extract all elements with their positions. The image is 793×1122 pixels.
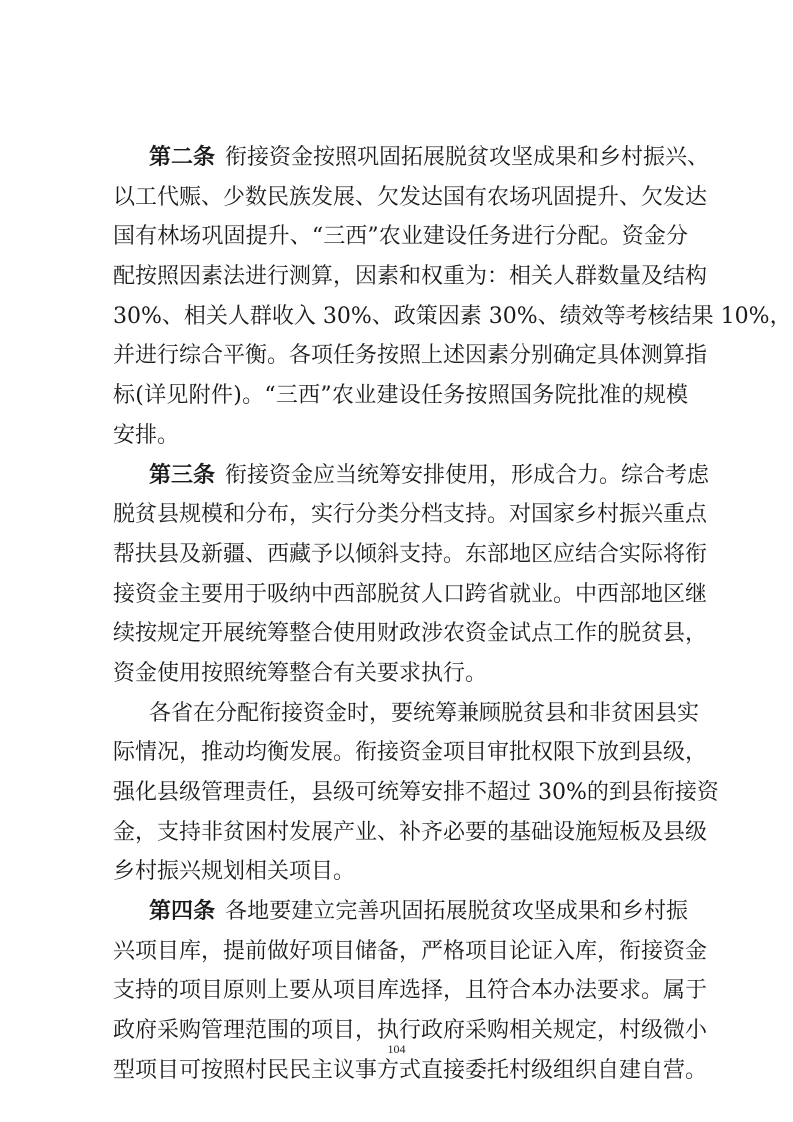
- article2-line-3: 国有林场巩固提升、“三西”农业建设任务进行分配。资金分: [113, 224, 688, 250]
- article4-line-1: [113, 892, 688, 932]
- provinces-line-5: 乡村振兴规划相关项目。: [113, 859, 356, 885]
- article4-heading: 第四条: [149, 899, 216, 925]
- article3-text-1: 衔接资金应当统筹安排使用，形成合力。综合考虑: [225, 462, 710, 488]
- article2-line-5: 30%、相关人群收入 30%、政策因素 30%、绩效等考核结果 10%，: [113, 303, 792, 329]
- article3-line-1: [113, 456, 710, 496]
- article4-line-2: 兴项目库，提前做好项目储备，严格项目论证入库，衔接资金: [113, 938, 708, 964]
- article4-text-1: 各地要建立完善巩固拓展脱贫攻坚成果和乡村振: [225, 899, 688, 925]
- article2-heading: 第二条: [149, 145, 216, 170]
- provinces-line-4: 金，支持非贫困村发展产业、补齐必要的基础设施短板及县级: [113, 819, 708, 845]
- article2-line-2: 以工代赈、少数民族发展、欠发达国有农场巩固提升、欠发达: [113, 184, 708, 210]
- provinces-line-2: 际情况，推动均衡发展。衔接资金项目审批权限下放到县级，: [113, 740, 708, 766]
- article3-line-5: 续按规定开展统筹整合使用财政涉农资金试点工作的脱贫县，: [113, 621, 708, 647]
- page-number: 104: [387, 1042, 406, 1056]
- article2-line-7: 标(详见附件)。“三西”农业建设任务按照国务院批准的规模: [113, 383, 688, 409]
- article3-line-3: 帮扶县及新疆、西藏予以倾斜支持。东部地区应结合实际将衔: [113, 541, 708, 567]
- article4-line-5: 型项目可按照村民民主议事方式直接委托村级组织自建自营。: [113, 1057, 708, 1083]
- article2-line-4: 配按照因素法进行测算，因素和权重为：相关人群数量及结构: [113, 264, 708, 290]
- article3-line-4: 接资金主要用于吸纳中西部脱贫人口跨省就业。中西部地区继: [113, 581, 708, 607]
- provinces-line-3: 强化县级管理责任，县级可统筹安排不超过 30%的到县衔接资: [113, 780, 719, 805]
- article3-line-6: 资金使用按照统筹整合有关要求执行。: [113, 660, 488, 686]
- provinces-line-1: 各省在分配衔接资金时，要统筹兼顾脱贫县和非贫困县实: [149, 700, 700, 726]
- article4-line-4: 政府采购管理范围的项目，执行政府采购相关规定，村级微小: [113, 1018, 708, 1044]
- article2-line-1: [113, 138, 710, 178]
- article2-text-1: 衔接资金按照巩固拓展脱贫攻坚成果和乡村振兴、: [225, 145, 710, 170]
- article4-line-3: 支持的项目原则上要从项目库选择，且符合本办法要求。属于: [113, 978, 708, 1004]
- article3-line-2: 脱贫县规模和分布，实行分类分档支持。对国家乡村振兴重点: [113, 502, 708, 528]
- body-text: [113, 138, 792, 1091]
- article2-line-8: 安排。: [113, 422, 180, 448]
- article2-line-6: 并进行综合平衡。各项任务按照上述因素分别确定具体测算指: [113, 343, 708, 369]
- article3-heading: 第三条: [149, 462, 216, 488]
